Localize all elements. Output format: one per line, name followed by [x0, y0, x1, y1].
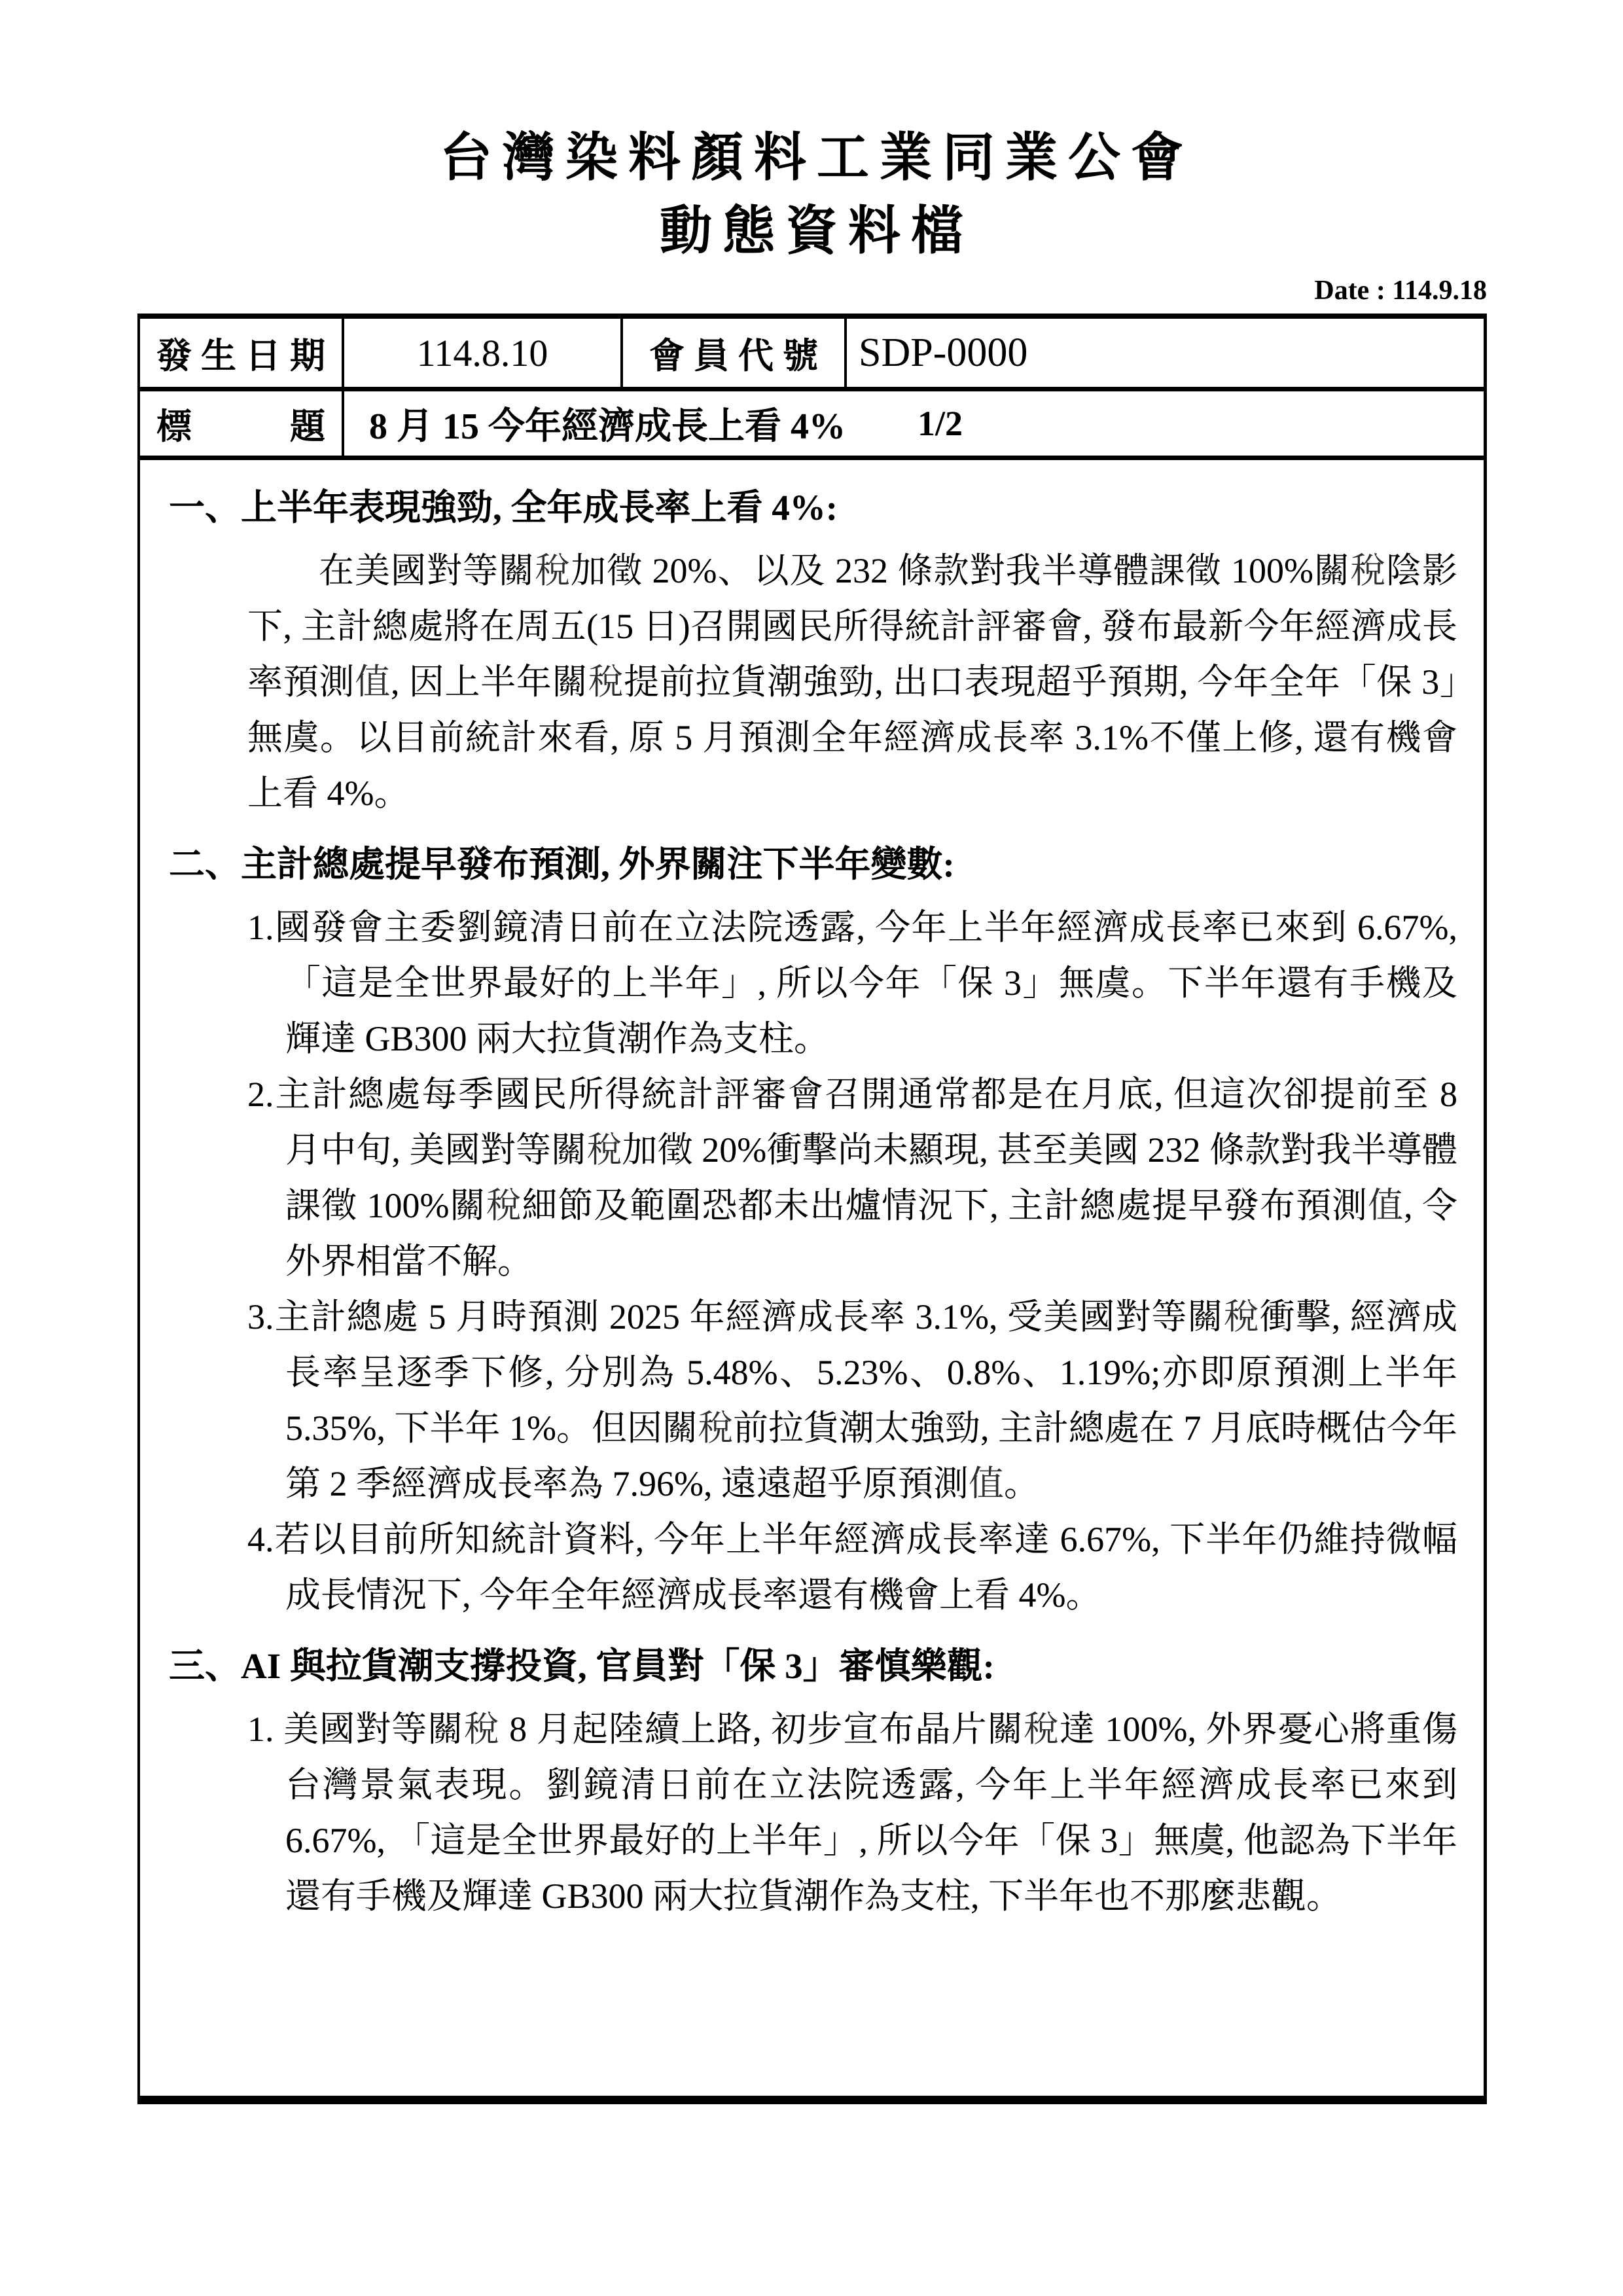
section-heading: 三、AI 與拉貨潮支撐投資, 官員對「保 3」審慎樂觀:: [169, 1646, 995, 1686]
numbered-list-item: [247, 1067, 1457, 1289]
item-number: 1.: [247, 908, 274, 947]
member-code-value: SDP-0000: [859, 330, 1028, 375]
item-text: 主計總處 5 月時預測 2025 年經濟成長率 3.1%, 受美國對等關稅衝擊, 經濟成長率呈逐季下修, 分別為 5.48%、5.23%、0.8%、1.19%;亦即原預測上半年 5.35%, 下半年 1%。但因關稅前拉貨潮太強勁, 主計總處在 7 月底時概估今年第 2 季經濟成長率為 7.96%, 遠遠超乎原預測值。: [274, 1297, 1458, 1503]
section-paragraph: 在美國對等關稅加徵 20%、以及 232 條款對我半導體課徵 100%關稅陰影下, 主計總處將在周五(15 日)召開國民所得統計評審會, 發布最新今年經濟成長率預測值, 因上半年關稅提前拉貨潮強勁, 出口表現超乎預期, 今年全年「保 3」無虞。以目前統計來看, 原 5 月預測全年經濟成長率 3.1%不僅上修, 還有機會上看 4%。: [247, 551, 1458, 813]
numbered-list-item: [247, 1289, 1457, 1512]
date-label: Date : 114.9.18: [1314, 276, 1487, 306]
numbered-list-item: [247, 1702, 1457, 1924]
table-row-meta: [140, 319, 1484, 391]
item-text: 國發會主委劉鏡清日前在立法院透露, 今年上半年經濟成長率已來到 6.67%, 「這是全世界最好的上半年」, 所以今年「保 3」無虞。下半年還有手機及輝達 GB300 兩大拉貨潮作為支柱。: [274, 908, 1457, 1058]
section-heading: 一、上半年表現強勁, 全年成長率上看 4%:: [169, 488, 838, 528]
item-number: 2.: [247, 1075, 274, 1114]
subject-text: 8 月 15 今年經濟成長上看 4%: [369, 406, 846, 447]
item-number: 4.: [247, 1520, 274, 1559]
association-title: 台灣染料顏料工業同業公會: [440, 130, 1194, 187]
body-sections: [140, 460, 1484, 2096]
section-heading: 二、主計總處提早發布預測, 外界關注下半年變數:: [169, 844, 955, 884]
numbered-list-item: [247, 1512, 1457, 1623]
item-text: 若以目前所知統計資料, 今年上半年經濟成長率達 6.67%, 下半年仍維持微幅成長情況下, 今年全年經濟成長率還有機會上看 4%。: [274, 1520, 1457, 1615]
item-text: 美國對等關稅 8 月起陸續上路, 初步宣布晶片關稅達 100%, 外界憂心將重傷台灣景氣表現。劉鏡清日前在立法院透露, 今年上半年經濟成長率已來到 6.67%, 「這是全世界最好的上半年」, 所以今年「保 3」無虞, 他認為下半年還有手機及輝達 GB300 兩大拉貨潮作為支柱, 下半年也不那麼悲觀。: [274, 1710, 1458, 1916]
table-row-subject: [140, 391, 1484, 460]
item-number: 3.: [247, 1297, 274, 1336]
item-text: 主計總處每季國民所得統計評審會召開通常都是在月底, 但這次卻提前至 8 月中旬, 美國對等關稅加徵 20%衝擊尚未顯現, 甚至美國 232 條款對我半導體課徵 100%關稅細節及範圍恐都未出爐情況下, 主計總處提早發布預測值, 令外界相當不解。: [274, 1075, 1458, 1281]
subject-cell: [344, 391, 1484, 456]
occurrence-date-value: 114.8.10: [344, 319, 623, 387]
member-code-label: 會員代號: [623, 319, 847, 387]
document-type-title: 動態資料檔: [660, 203, 974, 260]
subject-label: 標 題: [140, 391, 344, 456]
numbered-list-item: [247, 900, 1457, 1067]
page-indicator: 1/2: [918, 404, 963, 443]
item-number: 1.: [247, 1710, 274, 1749]
occurrence-date-label: 發生日期: [140, 319, 344, 387]
info-table: [137, 314, 1487, 2104]
